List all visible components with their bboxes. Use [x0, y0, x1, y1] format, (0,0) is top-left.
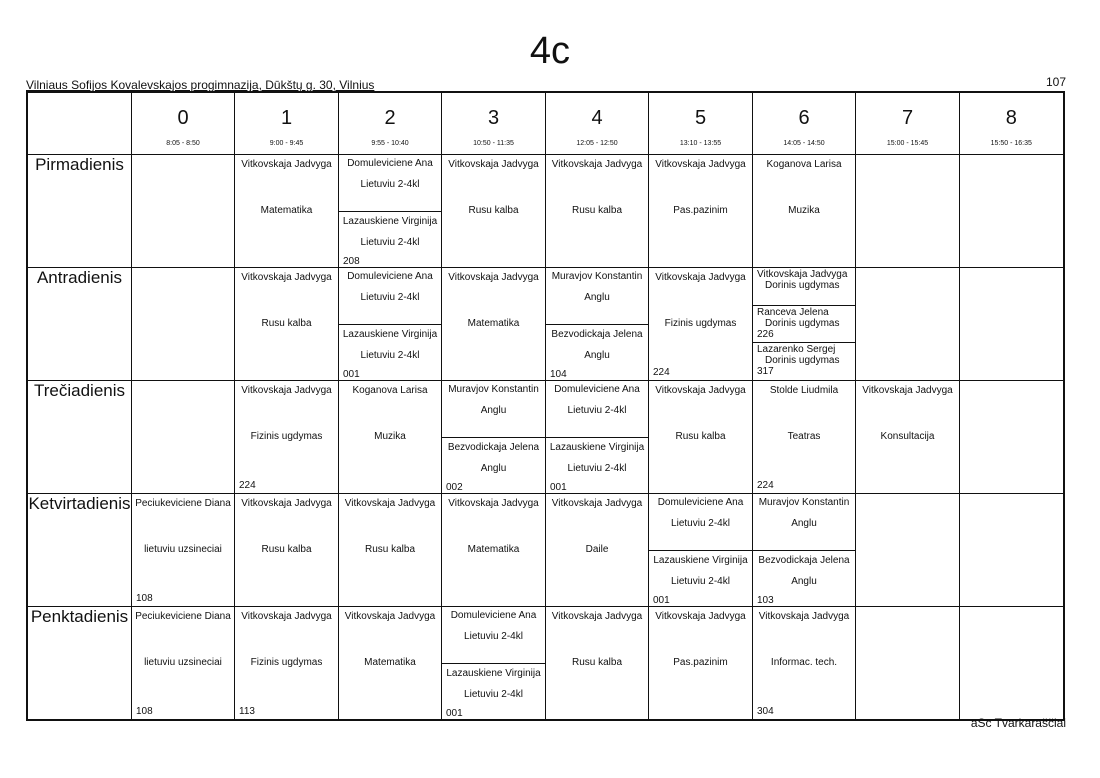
room-number: 104 — [550, 369, 567, 380]
lesson — [856, 607, 959, 719]
teacher-name: Vitkovskaja Jadvyga — [241, 498, 332, 509]
teacher-name: Vitkovskaja Jadvyga — [448, 159, 539, 170]
lesson-cell — [235, 494, 339, 607]
period-number: 1 — [280, 107, 293, 129]
subject-name: Pas.pazinim — [673, 205, 728, 216]
room-number: 208 — [343, 256, 360, 267]
room-number: 224 — [653, 367, 670, 378]
teacher-name: Vitkovskaja Jadvyga — [862, 385, 953, 396]
period-number: 4 — [591, 107, 603, 129]
teacher-name: Vitkovskaja Jadvyga — [551, 498, 643, 509]
lesson-cell — [856, 155, 960, 268]
teacher-name: Peciukeviciene Diana — [135, 498, 231, 509]
footer-credit: aSc Tvarkaraščiai — [970, 716, 1066, 730]
subject-name: Rusu kalba — [571, 657, 623, 668]
period-header — [649, 92, 753, 155]
lesson-cell — [856, 494, 960, 607]
lesson-group — [649, 494, 752, 550]
lesson — [960, 607, 1063, 719]
teacher-name: Vitkovskaja Jadvyga — [655, 272, 746, 283]
lesson-cell — [960, 494, 1064, 607]
lesson-cell — [339, 494, 442, 607]
lesson-cell — [960, 607, 1064, 721]
teacher-name: Vitkovskaja Jadvyga — [241, 272, 332, 283]
teacher-name: Lazarenko Sergej — [757, 344, 836, 355]
teacher-name: Vitkovskaja Jadvyga — [551, 159, 643, 170]
day-row — [27, 155, 1064, 268]
teacher-name: Stolde Liudmila — [769, 385, 839, 396]
period-number: 8 — [1005, 107, 1017, 129]
subject-name: Anglu — [584, 350, 610, 361]
lesson-cell — [856, 268, 960, 381]
lesson — [132, 494, 234, 606]
lesson — [649, 155, 752, 267]
room-number: 304 — [757, 706, 774, 717]
teacher-name: Vitkovskaja Jadvyga — [241, 159, 332, 170]
lesson-cell — [339, 268, 442, 381]
teacher-name: Domuleviciene Ana — [347, 158, 433, 169]
subject-name: Anglu — [480, 405, 507, 416]
lesson-cell — [339, 155, 442, 268]
teacher-name: Domuleviciene Ana — [450, 610, 537, 621]
room-number: 001 — [343, 369, 360, 380]
lesson-cell — [442, 155, 546, 268]
lesson-cell — [132, 155, 235, 268]
subject-name: Rusu kalba — [675, 431, 726, 442]
subject-name: lietuviu uzsineciai — [144, 657, 222, 668]
subject-name: Anglu — [791, 576, 817, 587]
lesson-cell — [649, 268, 753, 381]
lesson — [856, 381, 959, 493]
day-name: Penktadienis — [27, 607, 132, 721]
lesson — [132, 268, 234, 380]
period-header — [442, 92, 546, 155]
lesson — [235, 381, 338, 493]
lesson — [753, 494, 855, 606]
lesson-group — [546, 268, 648, 324]
subject-name: Lietuviu 2-4kl — [567, 463, 627, 474]
teacher-name: Lazauskiene Virginija — [446, 668, 541, 679]
lesson-cell — [235, 268, 339, 381]
teacher-name: Bezvodickaja Jelena — [551, 329, 643, 340]
period-header — [339, 92, 442, 155]
teacher-name: Vitkovskaja Jadvyga — [344, 498, 436, 509]
teacher-name: Vitkovskaja Jadvyga — [655, 159, 746, 170]
lesson — [649, 381, 752, 493]
lesson-group — [546, 437, 648, 494]
day-row — [27, 381, 1064, 494]
subject-name: Lietuviu 2-4kl — [567, 405, 627, 416]
lesson-cell — [753, 494, 856, 607]
lesson — [753, 607, 855, 719]
page-number: 107 — [1045, 75, 1066, 89]
period-time: 9:00 - 9:45 — [269, 140, 304, 147]
lesson-group — [753, 494, 855, 550]
lesson-cell — [960, 155, 1064, 268]
lesson-group — [339, 268, 441, 324]
subject-name: Dorinis ugdymas — [765, 355, 840, 366]
subject-name: Dorinis ugdymas — [765, 318, 840, 329]
subject-name: Fizinis ugdymas — [664, 318, 737, 329]
timetable-body — [27, 155, 1064, 721]
lesson-group — [753, 342, 855, 381]
lesson-group — [442, 381, 545, 437]
period-header — [546, 92, 649, 155]
lesson-cell — [856, 607, 960, 721]
lesson-group — [546, 381, 648, 437]
lesson — [235, 494, 338, 606]
lesson — [132, 155, 234, 267]
subject-name: lietuviu uzsineciai — [144, 544, 222, 555]
subject-name: Lietuviu 2-4kl — [464, 631, 523, 642]
room-number: 108 — [136, 706, 153, 717]
teacher-name: Vitkovskaja Jadvyga — [344, 611, 436, 622]
lesson — [856, 494, 959, 606]
lesson — [546, 155, 648, 267]
teacher-name: Lazauskiene Virginija — [342, 216, 438, 227]
teacher-name: Vitkovskaja Jadvyga — [448, 272, 539, 283]
day-row — [27, 607, 1064, 721]
room-number: 002 — [446, 482, 463, 493]
lesson-cell — [753, 155, 856, 268]
subject-name: Lietuviu 2-4kl — [360, 350, 420, 361]
period-number: 6 — [798, 107, 810, 129]
day-name: Pirmadienis — [27, 155, 132, 268]
subject-name: Dorinis ugdymas — [765, 280, 840, 291]
period-time: 15:00 - 15:45 — [886, 140, 929, 147]
lesson-cell — [546, 381, 649, 494]
lesson — [132, 381, 234, 493]
lesson — [856, 268, 959, 380]
lesson-group — [339, 324, 441, 381]
lesson — [442, 381, 545, 493]
lesson-group — [339, 155, 441, 211]
lesson-cell — [546, 494, 649, 607]
period-number: 0 — [177, 107, 189, 129]
period-header — [235, 92, 339, 155]
subject-name: Lietuviu 2-4kl — [360, 292, 420, 303]
lesson-cell — [442, 607, 546, 721]
teacher-name: Koganova Larisa — [352, 385, 428, 396]
lesson — [546, 381, 648, 493]
teacher-name: Domuleviciene Ana — [657, 497, 744, 508]
subject-name: Anglu — [480, 463, 507, 474]
subject-name: Rusu kalba — [468, 205, 519, 216]
lesson — [546, 494, 648, 606]
room-number: 224 — [757, 480, 774, 491]
teacher-name: Vitkovskaja Jadvyga — [241, 385, 332, 396]
lesson-cell — [235, 155, 339, 268]
day-row — [27, 494, 1064, 607]
subject-name: Daile — [585, 544, 609, 555]
lesson-cell — [546, 607, 649, 721]
lesson — [649, 607, 752, 719]
subject-name: Lietuviu 2-4kl — [671, 576, 730, 587]
teacher-name: Bezvodickaja Jelena — [758, 555, 850, 566]
lesson-group — [753, 550, 855, 607]
period-time: 12:05 - 12:50 — [576, 140, 618, 147]
teacher-name: Vitkovskaja Jadvyga — [241, 611, 332, 622]
subject-name: Rusu kalba — [261, 318, 312, 329]
day-name: Antradienis — [27, 268, 132, 381]
lesson-cell — [960, 381, 1064, 494]
teacher-name: Vitkovskaja Jadvyga — [551, 611, 643, 622]
lesson — [649, 268, 752, 380]
lesson-cell — [546, 268, 649, 381]
subject-name: Lietuviu 2-4kl — [464, 689, 523, 700]
teacher-name: Vitkovskaja Jadvyga — [448, 498, 539, 509]
lesson-cell — [753, 268, 856, 381]
teacher-name: Lazauskiene Virginija — [342, 329, 438, 340]
lesson — [960, 494, 1063, 606]
teacher-name: Bezvodickaja Jelena — [447, 442, 540, 453]
room-number: 103 — [757, 595, 774, 606]
subject-name: Matematika — [260, 205, 313, 216]
period-time: 13:10 - 13:55 — [679, 140, 722, 147]
lesson — [339, 268, 441, 380]
period-header-row — [27, 92, 1064, 155]
subject-name: Anglu — [791, 518, 817, 529]
lesson — [442, 494, 545, 606]
subject-name: Muzika — [374, 431, 406, 442]
period-header — [132, 92, 235, 155]
lesson — [960, 381, 1063, 493]
teacher-name: Koganova Larisa — [766, 159, 842, 170]
lesson-cell — [649, 607, 753, 721]
teacher-name: Ranceva Jelena — [757, 307, 829, 318]
subject-name: Lietuviu 2-4kl — [360, 237, 420, 248]
room-number: 224 — [239, 480, 256, 491]
lesson-cell — [339, 381, 442, 494]
room-number: 113 — [239, 706, 255, 717]
lesson — [960, 155, 1063, 267]
lesson — [339, 494, 441, 606]
lesson-cell — [339, 607, 442, 721]
lesson-cell — [649, 381, 753, 494]
period-time: 10:50 - 11:35 — [473, 140, 514, 147]
room-number: 317 — [757, 366, 774, 377]
lesson-cell — [546, 155, 649, 268]
lesson-cell — [235, 607, 339, 721]
lesson-group — [339, 211, 441, 268]
lesson — [235, 607, 338, 719]
period-header — [960, 92, 1064, 155]
room-number: 001 — [550, 482, 567, 493]
lesson — [235, 268, 338, 380]
timetable — [26, 91, 1065, 721]
lesson-group — [753, 305, 855, 343]
lesson-cell — [753, 607, 856, 721]
teacher-name: Vitkovskaja Jadvyga — [757, 269, 848, 280]
lesson — [339, 381, 441, 493]
lesson-group — [649, 550, 752, 607]
subject-name: Fizinis ugdymas — [250, 431, 323, 442]
lesson — [856, 155, 959, 267]
lesson — [339, 155, 441, 267]
subject-name: Lietuviu 2-4kl — [671, 518, 730, 529]
subject-name: Anglu — [584, 292, 610, 303]
period-number: 2 — [384, 107, 396, 129]
teacher-name: Lazauskiene Virginija — [653, 555, 748, 566]
subject-name: Lietuviu 2-4kl — [360, 179, 420, 190]
subject-name: Matematika — [467, 544, 520, 555]
teacher-name: Domuleviciene Ana — [554, 384, 640, 395]
room-number: 001 — [446, 708, 463, 719]
lesson-cell — [132, 381, 235, 494]
subject-name: Matematika — [467, 318, 520, 329]
lesson-cell — [442, 268, 546, 381]
period-header — [856, 92, 960, 155]
period-time: 14:05 - 14:50 — [783, 140, 825, 147]
corner-cell — [27, 92, 132, 155]
lesson-cell — [132, 607, 235, 721]
subject-name: Rusu kalba — [364, 544, 416, 555]
lesson-group — [753, 268, 855, 305]
subject-name: Informac. tech. — [770, 657, 838, 668]
lesson-cell — [753, 381, 856, 494]
lesson-cell — [649, 494, 753, 607]
lesson — [442, 155, 545, 267]
lesson-group — [546, 324, 648, 381]
subject-name: Fizinis ugdymas — [250, 657, 323, 668]
lesson — [132, 607, 234, 719]
lesson — [339, 607, 441, 719]
teacher-name: Lazauskiene Virginija — [549, 442, 645, 453]
teacher-name: Muravjov Konstantin — [551, 271, 643, 282]
subject-name: Rusu kalba — [261, 544, 312, 555]
subject-name: Pas.pazinim — [673, 657, 728, 668]
lesson — [753, 268, 855, 380]
page-title: 4c — [529, 30, 571, 72]
lesson-group — [442, 437, 545, 494]
lesson-group — [442, 663, 545, 720]
teacher-name: Vitkovskaja Jadvyga — [655, 611, 746, 622]
teacher-name: Peciukeviciene Diana — [135, 611, 231, 622]
subject-name: Teatras — [787, 431, 821, 442]
subject-name: Rusu kalba — [571, 205, 623, 216]
room-number: 001 — [653, 595, 670, 606]
teacher-name: Muravjov Konstantin — [448, 384, 539, 395]
lesson — [960, 268, 1063, 380]
period-time: 8:05 - 8:50 — [166, 140, 200, 147]
day-name: Trečiadienis — [27, 381, 132, 494]
teacher-name: Muravjov Konstantin — [758, 497, 850, 508]
lesson — [442, 607, 545, 719]
period-time: 9:55 - 10:40 — [371, 140, 409, 147]
teacher-name: Domuleviciene Ana — [347, 271, 433, 282]
period-number: 3 — [487, 107, 500, 129]
teacher-name: Vitkovskaja Jadvyga — [655, 385, 746, 396]
lesson — [442, 268, 545, 380]
teacher-name: Vitkovskaja Jadvyga — [758, 611, 850, 622]
subject-name: Matematika — [364, 657, 416, 668]
lesson — [546, 268, 648, 380]
lesson — [753, 155, 855, 267]
subject-name: Konsultacija — [880, 431, 935, 442]
lesson-cell — [960, 268, 1064, 381]
lesson-cell — [649, 155, 753, 268]
lesson-cell — [442, 381, 546, 494]
lesson-cell — [442, 494, 546, 607]
lesson — [649, 494, 752, 606]
lesson-group — [442, 607, 545, 663]
room-number: 226 — [757, 329, 774, 340]
room-number: 108 — [136, 593, 153, 604]
lesson-cell — [235, 381, 339, 494]
subject-name: Muzika — [788, 205, 820, 216]
lesson — [235, 155, 338, 267]
lesson — [546, 607, 648, 719]
school-name: Vilniaus Sofijos Kovalevskajos progimnazija, Dūkštų g. 30, Vilnius — [26, 78, 375, 92]
lesson-cell — [132, 268, 235, 381]
period-number: 5 — [694, 107, 707, 129]
period-header — [753, 92, 856, 155]
lesson — [753, 381, 855, 493]
lesson-cell — [856, 381, 960, 494]
day-row — [27, 268, 1064, 381]
period-time: 15:50 - 16:35 — [990, 140, 1032, 147]
day-name: Ketvirtadienis — [27, 494, 132, 607]
period-number: 7 — [901, 107, 914, 129]
lesson-cell — [132, 494, 235, 607]
